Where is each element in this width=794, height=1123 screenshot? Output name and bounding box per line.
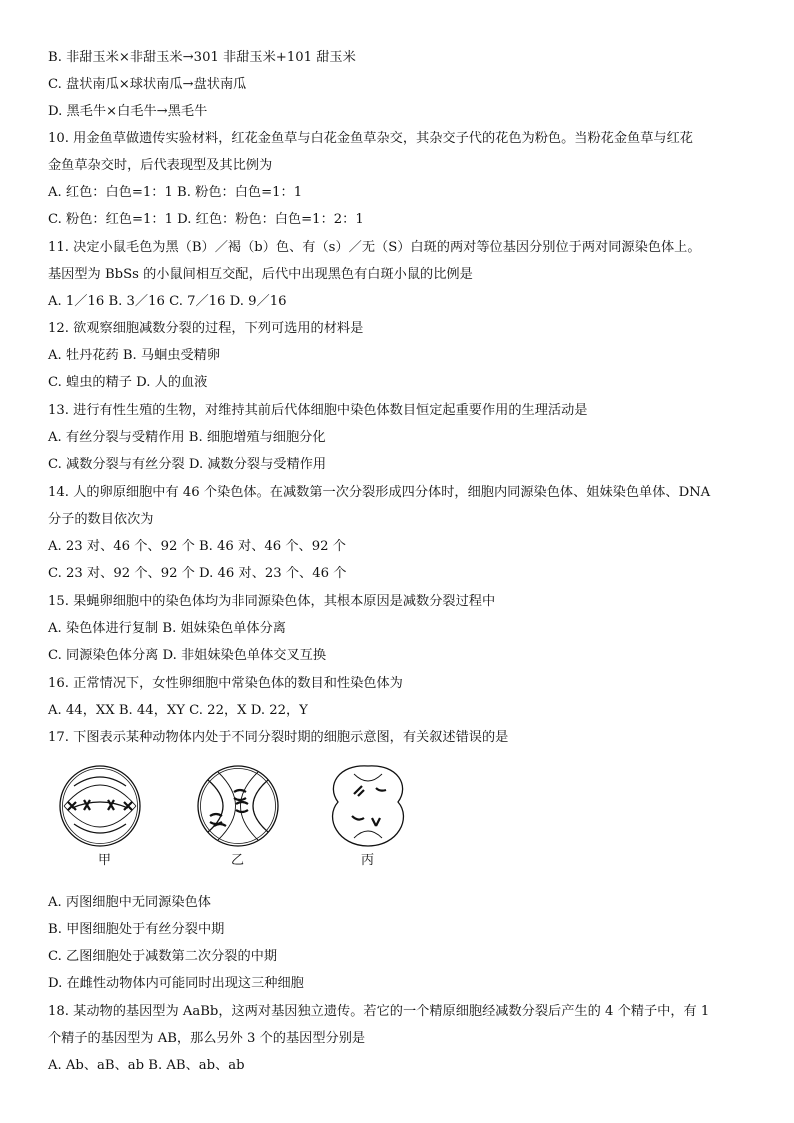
options-11: A. 1／16 B. 3／16 C. 7／16 D. 9／16 [48, 294, 287, 309]
options-18-ab: A. Ab、aB、ab B. AB、ab、ab [48, 1058, 245, 1073]
question-11-cont: 基因型为 BbSs 的小鼠间相互交配，后代中出现黑色有白斑小鼠的比例是 [48, 267, 473, 282]
question-15: 15. 果蝇卵细胞中的染色体均为非同源染色体，其根本原因是减数分裂过程中 [48, 594, 496, 609]
question-13: 13. 进行有性生殖的生物，对维持其前后代体细胞中染色体数目恒定起重要作用的生理活动是 [48, 403, 588, 418]
options-12-ab: A. 牡丹花药 B. 马蛔虫受精卵 [48, 348, 221, 363]
question-11: 11. 决定小鼠毛色为黑（B）／褐（b）色、有（s）／无（S）白斑的两对等位基因分别位于两对同源染色体上。 [48, 240, 701, 255]
question-16: 16. 正常情况下，女性卵细胞中常染色体的数目和性染色体为 [48, 676, 403, 691]
options-14-cd: C. 23 对、92 个、92 个 D. 46 对、23 个、46 个 [48, 566, 347, 581]
question-14-cont: 分子的数目依次为 [48, 512, 154, 527]
option-9c: C. 盘状南瓜×球状南瓜→盘状南瓜 [48, 77, 247, 92]
options-14-ab: A. 23 对、46 个、92 个 B. 46 对、46 个、92 个 [48, 539, 346, 554]
option-17c: C. 乙图细胞处于减数第二次分裂的中期 [48, 949, 278, 964]
options-13-ab: A. 有丝分裂与受精作用 B. 细胞增殖与细胞分化 [48, 430, 326, 445]
options-13-cd: C. 减数分裂与有丝分裂 D. 减数分裂与受精作用 [48, 457, 327, 472]
options-16: A. 44，XX B. 44，XY C. 22，X D. 22，Y [48, 703, 308, 718]
cell-division-figure [58, 758, 418, 870]
cell-bing-graphic [333, 766, 404, 846]
option-9d: D. 黑毛牛×白毛牛→黑毛牛 [48, 104, 208, 119]
options-15-cd: C. 同源染色体分离 D. 非姐妹染色单体交叉互换 [48, 648, 327, 663]
question-18-cont: 个精子的基因型为 AB，那么另外 3 个的基因型分别是 [48, 1031, 366, 1046]
options-10-ab: A. 红色：白色=1：1 B. 粉色：白色=1：1 [48, 185, 303, 200]
caption-yi: 乙 [231, 853, 245, 868]
option-17a: A. 丙图细胞中无同源染色体 [48, 895, 211, 910]
options-10-cd: C. 粉色：红色=1：1 D. 红色：粉色：白色=1：2：1 [48, 212, 364, 227]
question-17: 17. 下图表示某种动物体内处于不同分裂时期的细胞示意图，有关叙述错误的是 [48, 730, 509, 745]
option-9b: B. 非甜玉米×非甜玉米→301 非甜玉米+101 甜玉米 [48, 50, 356, 65]
options-12-cd: C. 蝗虫的精子 D. 人的血液 [48, 375, 208, 390]
cell-yi-graphic [198, 766, 278, 846]
options-15-ab: A. 染色体进行复制 B. 姐妹染色单体分离 [48, 621, 286, 636]
caption-bing: 丙 [361, 853, 375, 868]
question-12: 12. 欲观察细胞减数分裂的过程，下列可选用的材料是 [48, 321, 364, 336]
question-18: 18. 某动物的基因型为 AaBb，这两对基因独立遗传。若它的一个精原细胞经减数分裂后产生的 4 个精子中，有 1 [48, 1004, 710, 1019]
option-17d: D. 在雌性动物体内可能同时出现这三种细胞 [48, 976, 304, 991]
question-14: 14. 人的卵原细胞中有 46 个染色体。在减数第一次分裂形成四分体时，细胞内同源染色体、姐妹染色单体、DNA [48, 485, 711, 500]
cell-jia-graphic [60, 766, 140, 846]
option-17b: B. 甲图细胞处于有丝分裂中期 [48, 922, 225, 937]
question-10: 10. 用金鱼草做遗传实验材料，红花金鱼草与白花金鱼草杂交，其杂交子代的花色为粉色。当粉花金鱼草与红花 [48, 131, 693, 146]
question-10-cont: 金鱼草杂交时，后代表现型及其比例为 [48, 158, 273, 173]
caption-jia: 甲 [98, 853, 112, 868]
